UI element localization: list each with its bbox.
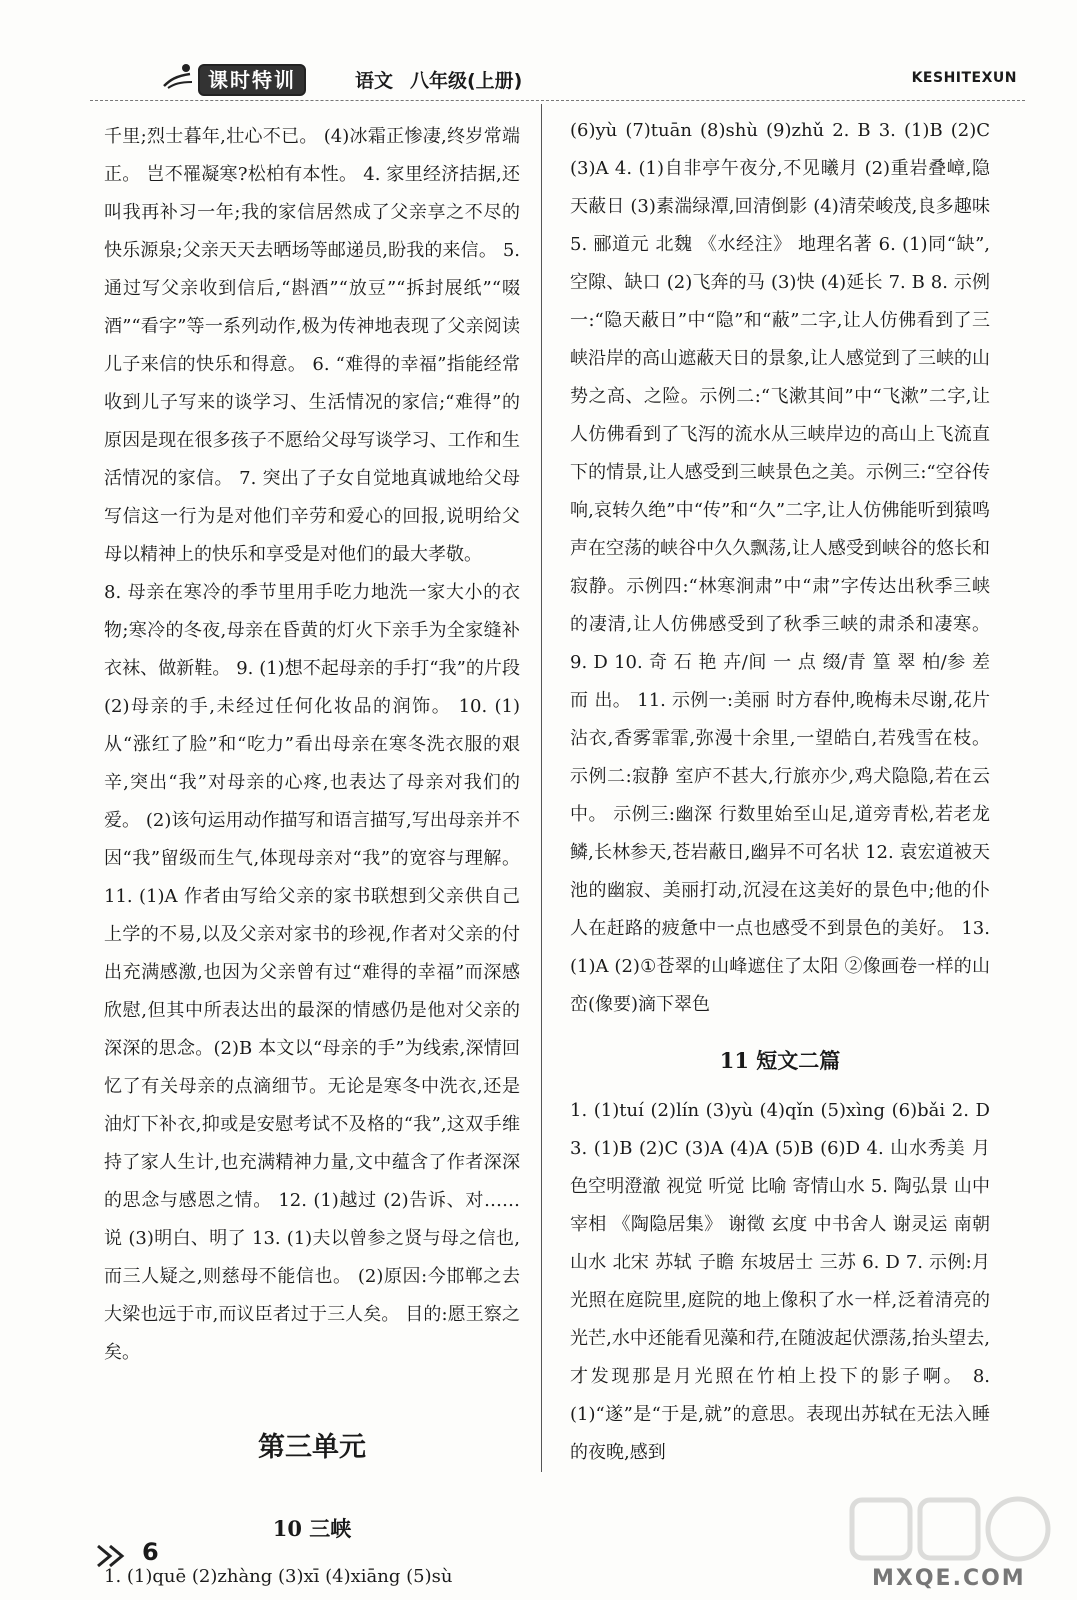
- subject-label: 语文: [355, 70, 394, 92]
- brand-label: KESHITEXUN: [911, 70, 1017, 86]
- spacer: [104, 1372, 520, 1428]
- spacer: [570, 1078, 990, 1092]
- spacer: [104, 1468, 520, 1512]
- lesson-11-answers: 1. (1)tuí (2)lín (3)yù (4)qǐn (5)xìng (6)bǎi 2. D 3. (1)B (2)C (3)A (4)A (5)B (6)D 4. 山水秀美 月色空明澄澈 视觉 听觉 比喻 寄情山水 5. 陶弘景 山中宰相 《陶隐居集》 谢徵 玄度 中书舍人 谢灵运 南朝 山水 北宋 苏轼 子瞻 东坡居士 三苏 6. D 7. 示例:月光照在庭院里,庭院的地上像积了水一样,泛着清亮的光芒,水中还能看见藻和荇,在随波起伏漂荡,抬头望去,才发现那是月光照在竹柏上投下的影子啊。 8. (1)“遂”是“于是,就”的意思。表现出苏轼在无法入睡的夜晚,感到: [570, 1100, 990, 1463]
- grade-label: 八年级(上册): [410, 70, 523, 92]
- unit-title: 第三单元: [258, 1432, 366, 1463]
- right-column: [570, 112, 990, 1472]
- spacer: [570, 1024, 990, 1044]
- lesson-10-title: 10 三峡: [272, 1516, 352, 1541]
- left-column: [104, 118, 520, 1596]
- page-number: 6: [142, 1538, 159, 1566]
- lesson-10-answers-start: 1. (1)quē (2)zhàng (3)xī (4)xiāng (5)sù: [104, 1566, 453, 1587]
- answers-lesson-8-9-part: 千里;烈士暮年,壮心不已。 (4)冰霜正惨凄,终岁常端正。 岂不罹凝寒?松柏有本性。 4. 家里经济拮据,还叫我再补习一年;我的家信居然成了父亲享之不尽的快乐源泉;父亲天天去晒场等邮递员,盼我的来信。 5. 通过写父亲收到信后,“斟酒”“放豆”“拆封展纸”“啜酒”“看字”等一系列动作,极为传神地表现了父亲阅读儿子来信的快乐和得意。 6. “难得的幸福”指能经常收到儿子写来的谈学习、生活情况的家信;“难得”的原因是现在很多孩子不愿给父母写谈学习、工作和生活情况的家信。 7. 突出了子女自觉地真诚地给父母写信这一行为是对他们辛劳和爱心的回报,说明给父母以精神上的快乐和享受是对他们的最大孝敬。: [104, 126, 520, 565]
- series-logo: 课时特训: [198, 64, 306, 96]
- answers-mothers-hands: 8. 母亲在寒冷的季节里用手吃力地洗一家大小的衣物;寒冷的冬夜,母亲在昏黄的灯火下亲手为全家缝补衣袜、做新鞋。 9. (1)想不起母亲的手打“我”的片段 (2)母亲的手,未经过任何化妆品的润饰。 10. (1)从“涨红了脸”和“吃力”看出母亲在寒冬洗衣服的艰辛,突出“我”对母亲的心疼,也表达了母亲对我们的爱。 (2)该句运用动作描写和语言描写,写出母亲并不因“我”留级而生气,体现母亲对“我”的宽容与理解。 11. (1)A 作者由写给父亲的家书联想到父亲供自己上学的不易,以及父亲对家书的珍视,作者对父亲的付出充满感激,也因为父亲曾有过“难得的幸福”而深感欣慰,但其中所表达出的最深的情感仍是他对父亲的深深的思念。(2)B 本文以“母亲的手”为线索,深情回忆了有关母亲的点滴细节。无论是寒冬中洗衣,还是油灯下补衣,抑或是安慰考试不及格的“我”,这双手维持了家人生计,也充满精神力量,文中蕴含了作者深深的思念与感恩之情。 12. (1)越过 (2)告诉、对……说 (3)明白、明了 13. (1)夫以曾参之贤与母之信也,而三人疑之,则慈母不能信也。 (2)原因:今邯郸之去大梁也远于市,而议臣者过于三人矣。 目的:愿王察之矣。: [104, 582, 520, 1363]
- watermark-url: MXQE.COM: [872, 1566, 1026, 1591]
- page-header: [0, 0, 1077, 100]
- header-divider: [90, 100, 1025, 101]
- running-figure-icon: [160, 62, 196, 92]
- spacer: [104, 1546, 520, 1558]
- double-chevron-icon: [96, 1544, 136, 1568]
- column-divider: [541, 104, 542, 1472]
- lesson-11-title: 11 短文二篇: [719, 1048, 841, 1073]
- lesson-10-answers-cont: (6)yù (7)tuān (8)shù (9)zhǔ 2. B 3. (1)B (2)C (3)A 4. (1)自非亭午夜分,不见曦月 (2)重岩叠嶂,隐天蔽日 (3)素湍绿潭,回清倒影 (4)清荣峻茂,良多趣味 5. 郦道元 北魏 《水经注》 地理名著 6. (1)同“缺”,空隙、缺口 (2)飞奔的马 (3)快 (4)延长 7. B 8. 示例一:“隐天蔽日”中“隐”和“蔽”二字,让人仿佛看到了三峡沿岸的高山遮蔽天日的景象,让人感觉到了三峡的山势之高、之险。示例二:“飞漱其间”中“飞漱”二字,让人仿佛看到了飞泻的流水从三峡岸边的高山上飞流直下的情景,让人感受到三峡景色之美。示例三:“空谷传响,哀转久绝”中“传”和“久”二字,让人仿佛能听到猿鸣声在空荡的峡谷中久久飘荡,让人感受到峡谷的悠长和寂静。示例四:“林寒涧肃”中“肃”字传达出秋季三峡的凄清,让人仿佛感受到了秋季三峡的肃杀和凄寒。 9. D 10. 奇 石 艳 卉/间 一 点 缀/青 篁 翠 柏/参 差 而 出。 11. 示例一:美丽 时方春仲,晚梅未尽谢,花片沾衣,香雾霏霏,弥漫十余里,一望皓白,若残雪在枝。 示例二:寂静 室庐不甚大,行旅亦少,鸡犬隐隐,若在云中。 示例三:幽深 行数里始至山足,道旁青松,若老龙鳞,长林参天,苍岩蔽日,幽异不可名状 12. 袁宏道被天池的幽寂、美丽打动,沉浸在这美好的景色中;他的仆人在赶路的疲惫中一点也感受不到景色的美好。 13. (1)A (2)①苍翠的山峰遮住了太阳 ②像画卷一样的山峦(像要)滴下翠色: [570, 120, 990, 1015]
